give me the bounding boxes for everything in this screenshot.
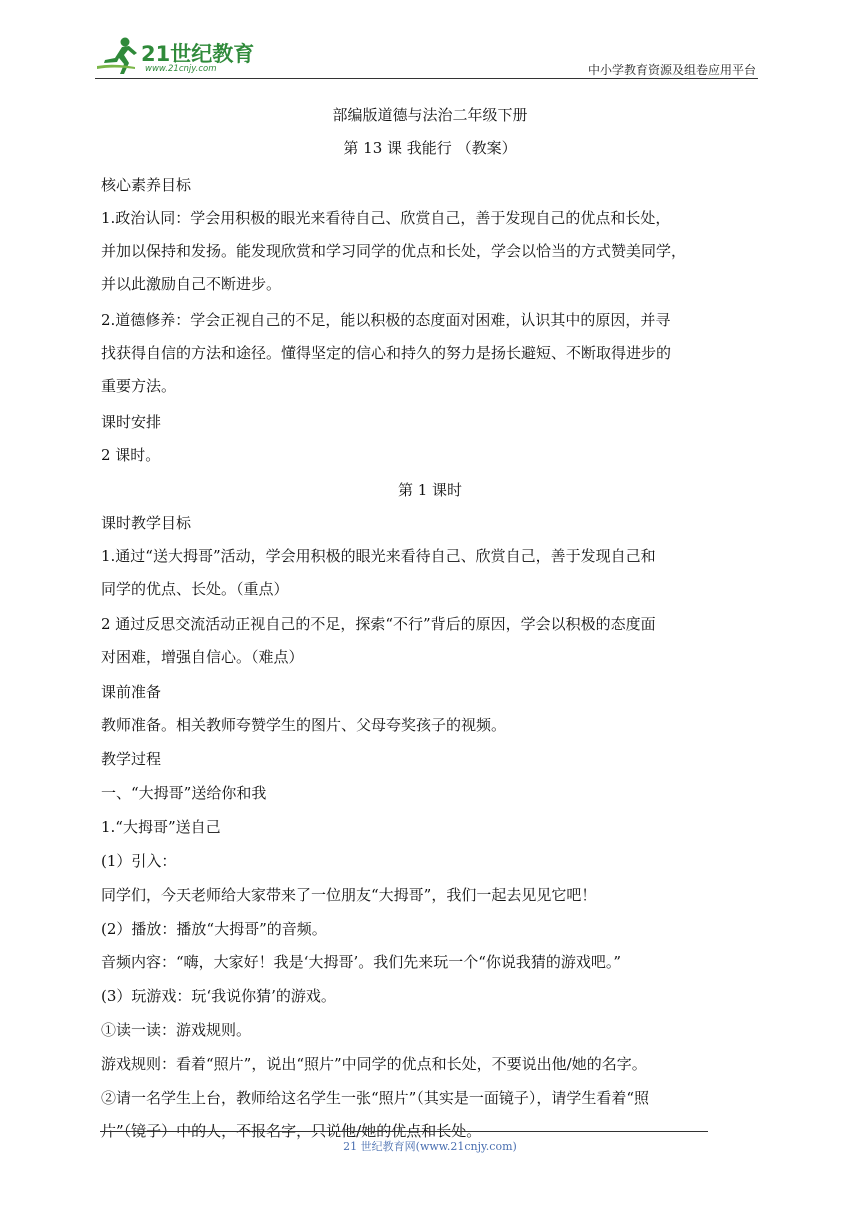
paragraph-line: 1.“大拇哥”送自己 [101,818,221,836]
paragraph-line: 1.通过“送大拇哥”活动，学会用积极的眼光来看待自己、欣赏自己，善于发现自己和 [101,547,656,565]
header-tagline: 中小学教育资源及组卷应用平台 [587,63,756,77]
paragraph-line: 对困难，增强自信心。（难点） [101,648,304,666]
paragraph-line: ①读一读：游戏规则。 [101,1021,252,1039]
section-heading: 课前准备 [101,683,162,701]
paragraph-line: 2 课时。 [101,446,161,464]
logo-text: 21世纪教育 [141,42,255,66]
paragraph-line: 教师准备。相关教师夸赞学生的图片、父母夸奖孩子的视频。 [101,716,507,734]
logo-url: www.21cnjy.com [145,64,217,74]
footer-link[interactable]: 21 世纪教育网(www.21cnjy.com) [343,1140,517,1153]
document-title: 部编版道德与法治二年级下册 [332,106,528,124]
section-heading: 课时教学目标 [101,514,192,532]
paragraph-line: 同学们，今天老师给大家带来了一位朋友“大拇哥”，我们一起去见见它吧！ [101,886,597,904]
header-divider [95,78,758,79]
paragraph-line: 并加以保持和发扬。能发现欣赏和学习同学的优点和长处，学会以恰当的方式赞美同学， [101,242,687,260]
paragraph-line: 音频内容：“嗨，大家好！我是‘大拇哥’。我们先来玩一个“你说我猜的游戏吧。” [101,953,622,971]
paragraph-line: ②请一名学生上台，教师给这名学生一张“照片”（其实是一面镜子），请学生看着“照 [101,1089,650,1107]
runner-logo-icon [95,36,141,76]
paragraph-line: 重要方法。 [101,377,177,395]
section-heading: 课时安排 [101,413,162,431]
lesson-title: 第 13 课 我能行 （教案） [343,139,517,157]
site-logo[interactable] [95,30,265,76]
paragraph-line: (1）引入： [101,852,177,870]
section-heading: 教学过程 [101,750,162,768]
paragraph-line: 2 通过反思交流活动正视自己的不足，探索“不行”背后的原因，学会以积极的态度面 [101,615,656,633]
page-header [95,30,758,78]
paragraph-line: 找获得自信的方法和途径。懂得坚定的信心和持久的努力是扬长避短、不断取得进步的 [101,344,672,362]
footer-divider [100,1131,708,1132]
paragraph-line: 2.道德修养：学会正视自己的不足，能以积极的态度面对困难，认识其中的原因，并寻 [101,311,671,329]
section-heading: 核心素养目标 [101,176,192,194]
paragraph-line: 游戏规则：看着“照片”，说出“照片”中同学的优点和长处，不要说出他/她的名字。 [101,1055,647,1073]
session-title: 第 1 课时 [397,481,463,499]
paragraph-line: 片”（镜子）中的人，不报名字，只说他/她的优点和长处。 [101,1122,482,1140]
paragraph-line: 并以此激励自己不断进步。 [101,275,282,293]
paragraph-line: 1.政治认同：学会用积极的眼光来看待自己、欣赏自己，善于发现自己的优点和长处， [101,209,671,227]
paragraph-line: 同学的优点、长处。（重点） [101,580,289,598]
paragraph-line: 一、“大拇哥”送给你和我 [101,784,267,802]
paragraph-line: (3）玩游戏：玩‘我说你猜’的游戏。 [101,987,336,1005]
paragraph-line: (2）播放：播放“大拇哥”的音频。 [101,920,327,938]
